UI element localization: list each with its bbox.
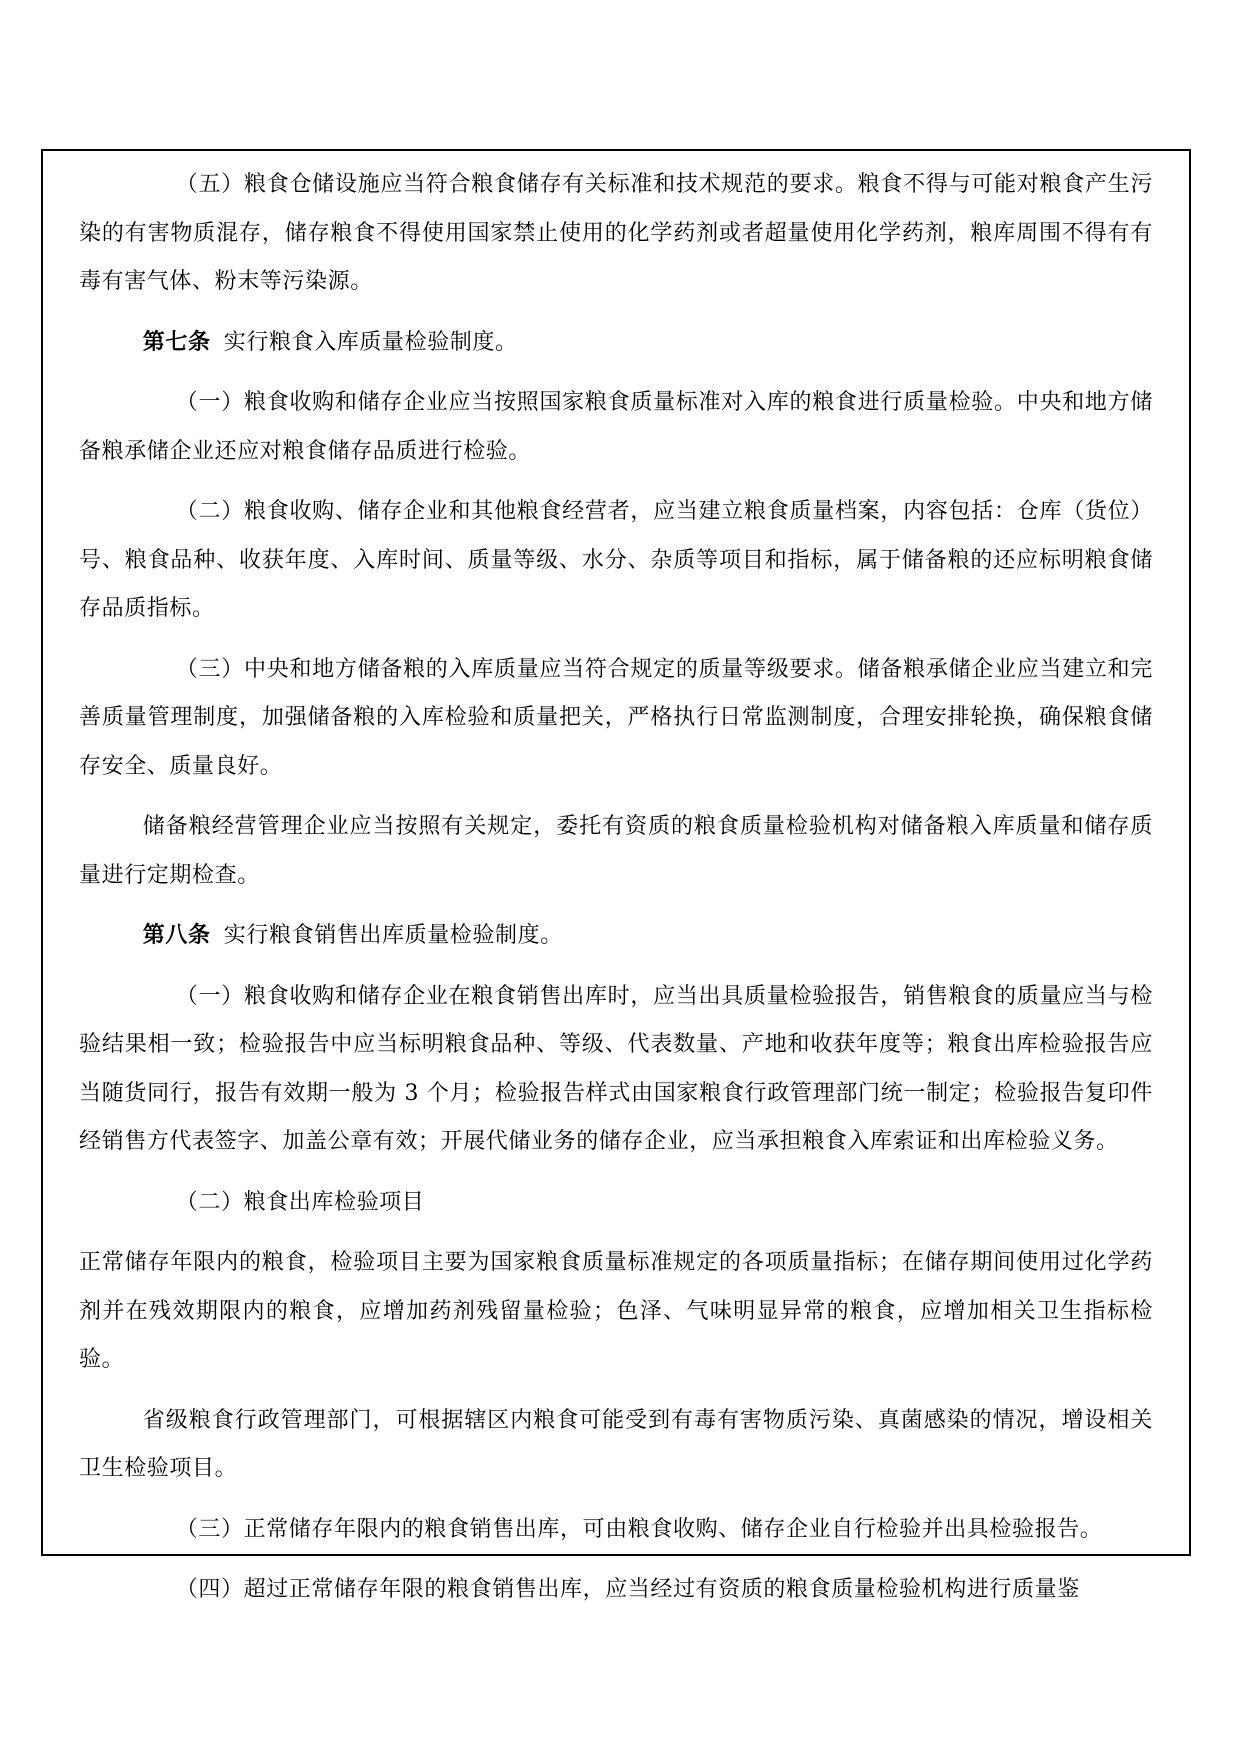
article-8 xyxy=(79,912,1153,961)
article-8-item-2-title: （二）粮食出库检验项目 xyxy=(175,1189,425,1215)
paragraph-5-storage-facilities: （五）粮食仓储设施应当符合粮食储存有关标准和技术规范的要求。粮食不得与可能对粮食产生污染的有害物质混存，储存粮食不得使用国家禁止使用的化学药剂或者超量使用化学药剂，粮库周围不得有有毒有害气体、粉末等污染源。 xyxy=(79,172,1153,294)
article-7-heading: 第七条 xyxy=(142,329,211,355)
article-7-item-3: （三）中央和地方储备粮的入库质量应当符合规定的质量等级要求。储备粮承储企业应当建立和完善质量管理制度，加强储备粮的入库检验和质量把关，严格执行日常监测制度，合理安排轮换，确保粮食储存安全、质量良好。 xyxy=(79,656,1153,779)
article-8-heading: 第八条 xyxy=(142,923,211,948)
document-body xyxy=(41,149,1191,1602)
article-8-text: 实行粮食销售出库质量检验制度。 xyxy=(223,923,563,948)
article-7-text: 实行粮食入库质量检验制度。 xyxy=(223,329,518,355)
article-8-item-4: （四）超过正常储存年限的粮食销售出库，应当经过有资质的粮食质量检验机构进行质量鉴 xyxy=(175,1577,1080,1602)
article-8-provincial-note: 省级粮食行政管理部门，可根据辖区内粮食可能受到有毒有害物质污染、真菌感染的情况，增设相关卫生检验项目。 xyxy=(79,1407,1153,1481)
article-8-item-3: （三）正常储存年限内的粮食销售出库，可由粮食收购、储存企业自行检验并出具检验报告。 xyxy=(175,1516,1103,1542)
article-8-item-2-body: 正常储存年限内的粮食，检验项目主要为国家粮食质量标准规定的各项质量指标；在储存期间使用过化学药剂并在残效期限内的粮食，应增加药剂残留量检验；色泽、气味明显异常的粮食，应增加相关卫生指标检验。 xyxy=(79,1250,1153,1372)
article-7 xyxy=(79,319,1153,368)
article-8-item-1: （一）粮食收购和储存企业在粮食销售出库时，应当出具质量检验报告，销售粮食的质量应当与检验结果相一致；检验报告中应当标明粮食品种、等级、代表数量、产地和收获年度等；粮食出库检验报告应当随货同行，报告有效期一般为 3 个月；检验报告样式由国家粮食行政管理部门统一制定；检验报告复印件经销售方代表签字、加盖公章有效；开展代储业务的储存企业，应当承担粮食入库索证和出库检验义务。 xyxy=(79,983,1153,1154)
article-7-item-1: （一）粮食收购和储存企业应当按照国家粮食质量标准对入库的粮食进行质量检验。中央和地方储备粮承储企业还应对粮食储存品质进行检验。 xyxy=(79,390,1153,464)
article-7-item-2: （二）粮食收购、储存企业和其他粮食经营者，应当建立粮食质量档案，内容包括：仓库（货位）号、粮食品种、收获年度、入库时间、质量等级、水分、杂质等项目和指标，属于储备粮的还应标明粮食储存品质指标。 xyxy=(79,499,1153,621)
article-7-reserve-inspection: 储备粮经营管理企业应当按照有关规定，委托有资质的粮食质量检验机构对储备粮入库质量和储存质量进行定期检查。 xyxy=(79,814,1153,888)
